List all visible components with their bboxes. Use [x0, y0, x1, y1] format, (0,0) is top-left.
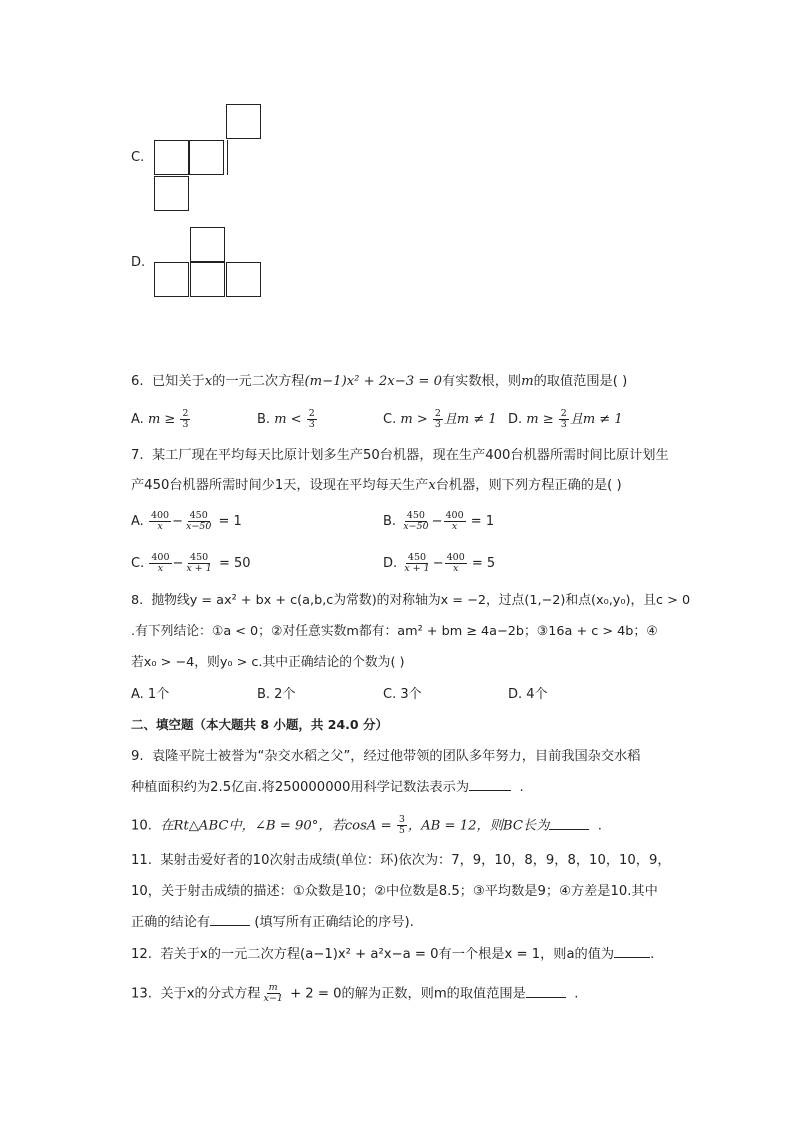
q7-option-b[interactable]: B. $\frac{450}{x-50}$ − $\frac{400}{x}$ = 1 — [383, 510, 495, 532]
option-d-label: D. — [131, 255, 146, 270]
question-11-line-1 — [131, 852, 671, 870]
option-rhs: = 50 — [218, 556, 251, 571]
frac-den: 3 — [182, 419, 189, 430]
answer-blank[interactable] — [469, 790, 511, 791]
option-rhs: = 5 — [471, 556, 496, 571]
question-9-line-2 — [131, 779, 524, 797]
question-number: 8. — [131, 593, 144, 608]
option-c-label: C. — [131, 150, 145, 165]
question-8-line-1 — [131, 592, 690, 610]
net-square-edge — [226, 140, 228, 175]
q10-end: . — [597, 818, 602, 834]
frac-den: x−50 — [403, 521, 429, 532]
frac-num: 2 — [308, 408, 315, 419]
question-6 — [131, 373, 627, 391]
net-square — [154, 176, 189, 211]
option-rhs: = 1 — [470, 514, 495, 529]
question-9-line-1 — [131, 748, 640, 766]
frac-num: 400 — [151, 552, 170, 563]
option-label: A. — [131, 412, 144, 427]
question-8-line-2 — [131, 623, 658, 641]
q7-option-a[interactable]: A. $\frac{400}{x}$ − $\frac{450}{x-50}$ = 1 — [131, 510, 242, 532]
frac-den: x — [451, 521, 458, 532]
question-12 — [131, 946, 654, 964]
q8-text: 抛物线y = ax² + bx + c(a,b,c为常数)的对称轴为x = −2，过点(1,−2)和点(x₀,y₀)，且c > 0 — [151, 593, 691, 608]
net-square — [226, 262, 261, 297]
q6-var: x — [204, 374, 213, 389]
question-8-line-3 — [131, 654, 405, 672]
answer-blank[interactable] — [614, 957, 650, 958]
q10-text: ，AB = 12，则BC长为 — [407, 818, 550, 834]
option-label: C. — [383, 412, 397, 427]
question-10 — [131, 815, 602, 836]
q8-option-d[interactable]: D. 4个 — [508, 687, 548, 702]
q8-option-b[interactable]: B. 2个 — [257, 687, 296, 702]
question-7-line-1 — [131, 447, 669, 465]
answer-blank[interactable] — [549, 829, 589, 830]
frac-num: 400 — [150, 510, 170, 521]
frac-den: x + 1 — [186, 563, 212, 574]
question-number: 12. — [131, 947, 152, 962]
q6-equation: (m−1)x² + 2x−3 = 0 — [304, 374, 442, 389]
frac-num: 2 — [182, 408, 189, 419]
frac-den: x−50 — [185, 521, 212, 532]
q12-text: 若关于x的一元二次方程(a−1)x² + a²x−a = 0有一个根是x = 1，则a的值为 — [160, 947, 615, 962]
q7-option-d[interactable]: D. $\frac{450}{x + 1}$ − $\frac{400}{x}$ = 5 — [383, 552, 496, 574]
q12-end: . — [650, 947, 655, 962]
net-square — [189, 140, 224, 175]
answer-blank[interactable] — [526, 997, 566, 998]
frac-den: x — [453, 563, 459, 574]
frac-den: x + 1 — [404, 563, 430, 574]
option-math: m < — [274, 412, 306, 427]
frac-num: 3 — [398, 814, 405, 825]
question-13 — [131, 983, 578, 1004]
q8-option-c[interactable]: C. 3个 — [383, 687, 422, 702]
q11-text: (填写所有正确结论的序号). — [254, 915, 414, 930]
option-math: 且m ≠ 1 — [569, 412, 623, 427]
frac-num: 2 — [434, 408, 441, 419]
frac-den: 5 — [398, 825, 405, 836]
q7-option-c[interactable]: C. $\frac{400}{x}$ − $\frac{450}{x + 1}$ = 50 — [131, 552, 251, 574]
frac-den: x — [157, 563, 164, 574]
frac-num: 450 — [189, 510, 208, 521]
q8-text: 若x₀ > −4，则y₀ > c.其中正确结论的个数为( ) — [131, 655, 405, 670]
q6-text: 的取值范围是( ) — [533, 374, 628, 389]
option-math: m ≥ — [526, 412, 558, 427]
frac-den: 3 — [434, 419, 441, 430]
q6-text: 有实数根，则 — [441, 374, 522, 389]
net-square — [154, 140, 189, 175]
q13-end: . — [574, 986, 579, 1002]
q9-text: 种植面积约为2.5亿亩.将250000000用科学记数法表示为 — [131, 780, 470, 795]
frac-num: 400 — [445, 510, 464, 521]
q7-text: 台机器，则下列方程正确的是( ) — [435, 478, 622, 493]
option-math: m ≥ — [147, 412, 180, 427]
question-number: 11. — [131, 853, 152, 868]
net-square — [226, 104, 261, 139]
q6-text: 已知关于 — [151, 374, 205, 389]
frac-den: 3 — [560, 419, 567, 430]
frac-num: 450 — [407, 552, 427, 563]
q11-text: 正确的结论有 — [131, 915, 211, 930]
question-11-line-3 — [131, 914, 414, 932]
q8-text: .有下列结论：①a < 0；②对任意实数m都有：am² + bm ≥ 4a−2b；③16a + c > 4b；④ — [131, 624, 658, 639]
frac-den: 3 — [308, 419, 315, 430]
frac-den: x — [157, 521, 163, 532]
frac-num: 450 — [406, 510, 425, 521]
q7-var: x — [428, 478, 436, 493]
option-math: 且m ≠ 1 — [443, 412, 497, 427]
option-label: A. — [131, 514, 144, 529]
q10-text: 在Rt△ABC中，∠B = 90°，若cosA = — [160, 818, 396, 834]
q6-option-d[interactable] — [508, 409, 623, 430]
question-11-line-2 — [131, 883, 658, 901]
q6-option-b[interactable] — [257, 409, 318, 430]
q7-text: 某工厂现在平均每天比原计划多生产50台机器，现在生产400台机器所需时间比原计划生 — [151, 448, 669, 463]
answer-blank[interactable] — [210, 925, 250, 926]
frac-num: 2 — [560, 408, 567, 419]
q13-text: + 2 = 0的解为正数，则m的取值范围是 — [285, 986, 526, 1002]
q6-var: m — [521, 374, 534, 389]
frac-num: 400 — [446, 552, 465, 563]
question-number: 7. — [131, 448, 144, 463]
option-label: C. — [131, 556, 145, 571]
question-number: 10. — [131, 818, 152, 834]
question-7-line-2 — [131, 477, 622, 495]
q7-text: 产450台机器所需时间少1天，设现在平均每天生产 — [131, 478, 429, 493]
frac-den: x−1 — [263, 993, 283, 1004]
option-label: D. — [508, 412, 523, 427]
question-number: 6. — [131, 374, 144, 389]
q8-option-a[interactable]: A. 1个 — [131, 687, 170, 702]
option-label: D. — [383, 556, 398, 571]
q11-text: 10，关于射击成绩的描述：①众数是10；②中位数是8.5；③平均数是9；④方差是10.其中 — [131, 884, 658, 899]
q9-text: 袁隆平院士被誉为“杂交水稻之父”，经过他带领的团队多年努力，目前我国杂交水稻 — [151, 749, 641, 764]
question-number: 13. — [131, 986, 152, 1002]
net-square — [154, 262, 189, 297]
q6-text: 的一元二次方程 — [212, 374, 305, 389]
q6-option-c[interactable] — [383, 409, 497, 430]
q13-text: 关于x的分式方程 — [160, 986, 261, 1002]
net-square — [190, 262, 225, 297]
option-label: B. — [383, 514, 397, 529]
frac-num: m — [268, 982, 278, 993]
option-label: B. — [257, 412, 271, 427]
net-square — [190, 227, 225, 262]
q9-end: . — [519, 780, 524, 795]
section-heading-fill-in: 二、填空题（本大题共 8 小题，共 24.0 分） — [131, 717, 388, 732]
question-number: 9. — [131, 749, 144, 764]
q11-text: 某射击爱好者的10次射击成绩(单位：环)依次为：7，9，10，8，9，8，10，10，9， — [160, 853, 671, 868]
q6-option-a[interactable] — [131, 409, 191, 430]
frac-num: 450 — [190, 552, 209, 563]
option-rhs: = 1 — [218, 514, 242, 529]
option-math: m > — [400, 412, 432, 427]
